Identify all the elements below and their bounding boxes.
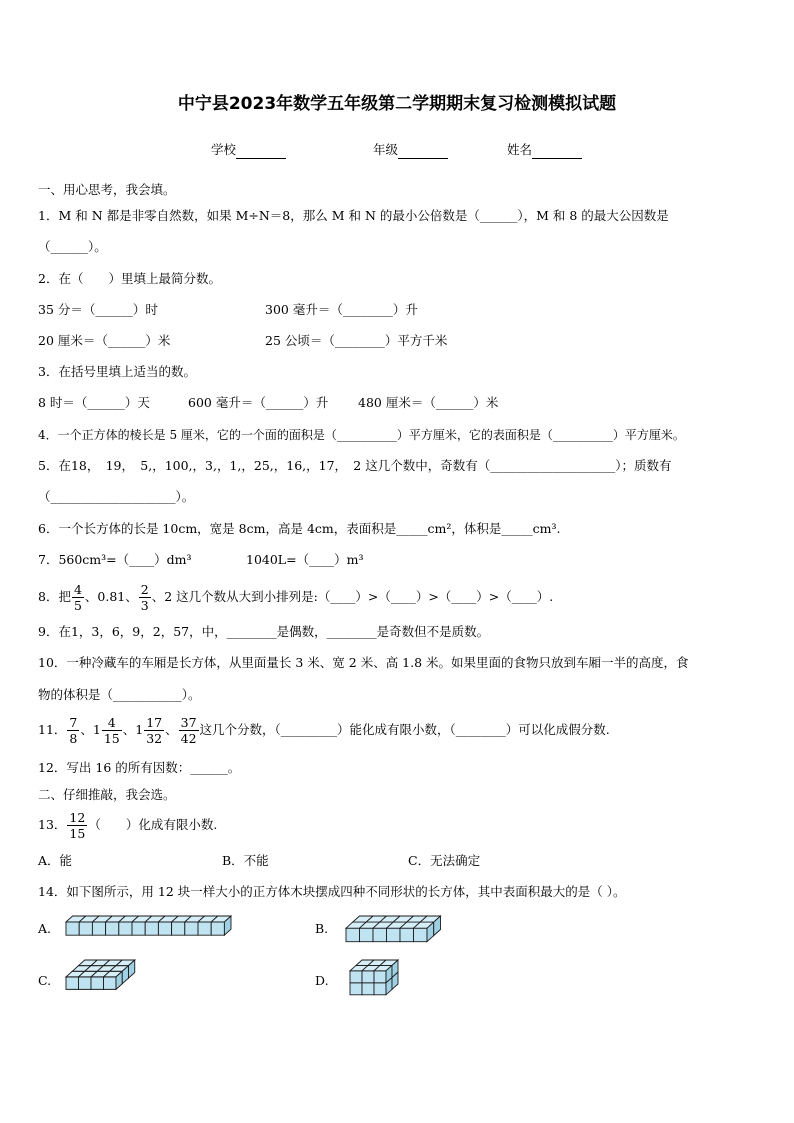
cube-front-face [350, 971, 362, 983]
question-10-line-2: 物的体积是（___________）。 [38, 687, 201, 702]
school-blank[interactable] [236, 144, 286, 159]
cube-front-face [104, 977, 117, 990]
question-2-heading: 2．在（ ）里填上最简分数。 [38, 271, 221, 286]
question-7-item-a: 7．560cm³=（____）dm³ [38, 552, 192, 567]
cube-front-face [362, 971, 374, 983]
fraction-1-4-15: $\frac{4}{15}$ [103, 715, 120, 746]
cube-front-face [91, 977, 104, 990]
figure-option-a [64, 914, 236, 942]
question-5-line-2: （____________________）。 [38, 489, 195, 504]
question-6: 6．一个长方体的长是 10cm，宽是 8cm，高是 4cm，表面积是_____cm²，体积是_____cm³. [38, 521, 561, 536]
cube-front-face [414, 928, 428, 942]
cube-front-face [79, 922, 92, 935]
cube-front-face [106, 922, 119, 935]
question-10-line-1: 10．一种冷藏车的车厢是长方体，从里面量长 3 米、宽 2 米、高 1.8 米。如果里面的食物只放到车厢一半的高度，食 [38, 655, 689, 670]
section-2-heading: 二、仔细推敲，我会选。 [38, 787, 176, 802]
question-13: 13． $\frac{12}{15}$ （ ）化成有限小数. [38, 810, 218, 841]
cube-front-face [92, 922, 105, 935]
question-5-line-1: 5．在18， 19， 5,，100,，3,，1,，25,，16,，17， 2 这几个数中，奇数有（____________________）；质数有 [38, 458, 672, 473]
figure-option-d [348, 958, 410, 1002]
question-14-option-a-label[interactable]: A. [38, 921, 52, 936]
figure-option-b [344, 914, 444, 946]
cube-front-face [400, 928, 414, 942]
cube-front-face [374, 971, 386, 983]
fraction-4-5: $\frac{4}{5}$ [73, 582, 82, 613]
fraction-7-8: $\frac{7}{8}$ [69, 715, 78, 746]
grade-field: 年级 [373, 141, 448, 159]
fraction-12-15: $\frac{12}{15}$ [69, 810, 86, 841]
cube-front-face [172, 922, 185, 935]
question-13-option-a[interactable]: A．能 [38, 853, 73, 868]
fraction-2-3: $\frac{2}{3}$ [140, 582, 149, 613]
cube-front-face [373, 928, 387, 942]
question-2-item-a: 35 分＝（______）时 [38, 302, 158, 317]
question-3-heading: 3．在括号里填上适当的数。 [38, 364, 196, 379]
cube-front-face [132, 922, 145, 935]
cube-front-face [360, 928, 374, 942]
page-title: 中宁县2023年数学五年级第二学期期末复习检测模拟试题 [177, 94, 617, 114]
figure-option-c [64, 958, 136, 1002]
name-blank[interactable] [532, 144, 582, 159]
cube-front-face [198, 922, 211, 935]
question-14-option-d-label[interactable]: D. [315, 973, 329, 988]
question-2-item-c: 20 厘米＝（______）米 [38, 333, 171, 348]
cube-front-face [66, 977, 79, 990]
cube-front-face [79, 977, 92, 990]
grade-blank[interactable] [398, 144, 448, 159]
question-7-item-b: 1040L=（____）m³ [246, 552, 364, 567]
question-8: 8．把 $\frac{4}{5}$ 、0.81、 $\frac{2}{3}$ 、2 这几个数从大到小排列是:（____）>（____）>（____）>（____）. [38, 582, 554, 613]
cube-front-face [119, 922, 132, 935]
question-14-option-c-label[interactable]: C. [38, 973, 52, 988]
cube-front-face [346, 928, 360, 942]
question-3-item-c: 480 厘米＝（______）米 [358, 395, 499, 410]
question-1-line-2: （______）。 [38, 239, 107, 254]
cube-front-face [211, 922, 224, 935]
school-field: 学校 [211, 141, 286, 159]
name-field: 姓名 [507, 141, 582, 159]
question-3-item-a: 8 时＝（______）天 [38, 395, 150, 410]
question-1-line-1: 1．M 和 N 都是非零自然数，如果 M÷N＝8，那么 M 和 N 的最小公倍数是（______），M 和 8 的最大公因数是 [38, 208, 669, 223]
cube-front-face [362, 983, 374, 995]
cube-front-face [145, 922, 158, 935]
question-4: 4．一个正方体的棱长是 5 厘米，它的一个面的面积是（__________）平方厘米，它的表面积是（__________）平方厘米。 [38, 428, 685, 442]
question-13-option-b[interactable]: B．不能 [222, 853, 269, 868]
cube-front-face [185, 922, 198, 935]
cube-front-face [350, 983, 362, 995]
question-11: 11． $\frac{7}{8}$ 、1 $\frac{4}{15}$ 、1 $\frac{17}{32}$ 、 $\frac{37}{42}$ 这几个分数，（_________）能化成有限小数，（________）可以化成假分数. [38, 715, 610, 746]
fraction-1-17-32: $\frac{17}{32}$ [146, 715, 163, 746]
question-13-option-c[interactable]: C．无法确定 [408, 853, 481, 868]
question-12: 12．写出 16 的所有因数：______。 [38, 760, 241, 775]
cube-front-face [66, 922, 79, 935]
cube-front-face [374, 983, 386, 995]
question-9: 9．在1，3，6，9，2，57，中，________是偶数，________是奇数但不是质数。 [38, 624, 490, 639]
question-3-item-b: 600 毫升＝（______）升 [188, 395, 329, 410]
question-2-item-b: 300 毫升＝（________）升 [265, 302, 418, 317]
question-14-option-b-label[interactable]: B. [315, 921, 329, 936]
fraction-37-42: $\frac{37}{42}$ [180, 715, 197, 746]
question-2-item-d: 25 公顷＝（________）平方千米 [265, 333, 448, 348]
cube-front-face [387, 928, 401, 942]
cube-front-face [158, 922, 171, 935]
section-1-heading: 一、用心思考，我会填。 [38, 182, 176, 197]
question-14: 14．如下图所示，用 12 块一样大小的正方体木块摆成四种不同形状的长方体，其中表面积最大的是（ ）。 [38, 884, 626, 899]
